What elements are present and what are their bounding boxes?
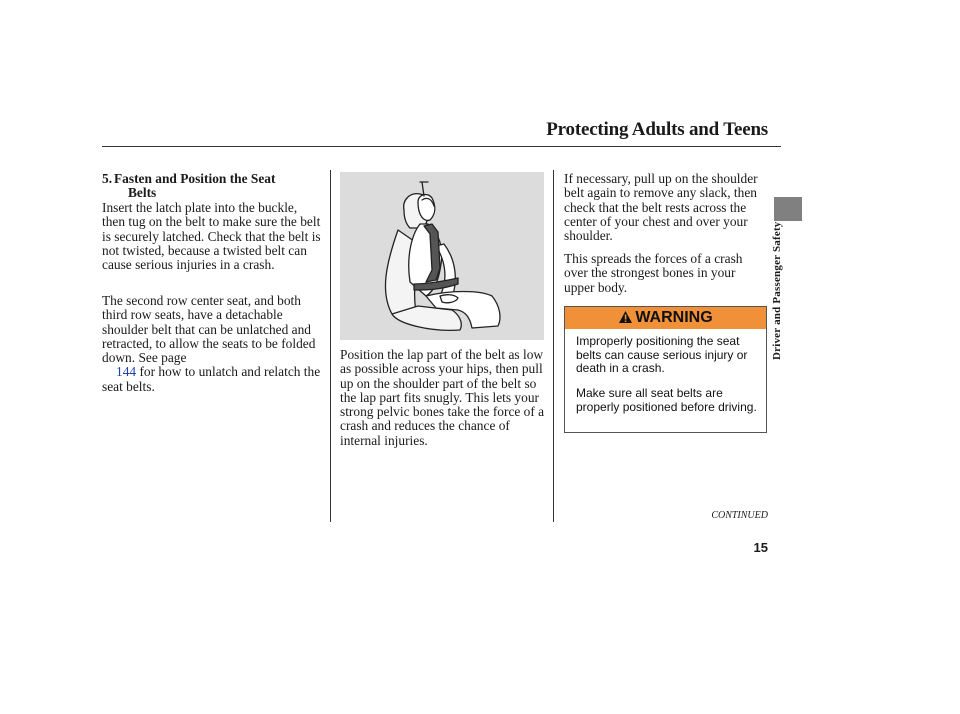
col3-paragraph2: This spreads the forces of a crash over the strongest bones in your upper body. — [564, 251, 743, 295]
warning-header — [565, 307, 766, 329]
warning-text-2: Make sure all seat belts are properly positioned before driving. — [576, 386, 757, 414]
col2-paragraph1: Position the lap part of the belt as low as possible across your hips, then pull up on the shoulder part of the belt so the lap part fits snugly. This lets your strong pelvic bones take the force of a crash and reduces the chance of internal injuries. — [340, 347, 545, 448]
col1-paragraph2-tail: for how to unlatch and relatch the seat belts. — [102, 364, 321, 394]
page-title: Protecting Adults and Teens — [546, 119, 768, 140]
title-rule — [102, 146, 781, 147]
continued-label: CONTINUED — [711, 510, 768, 521]
section-heading — [102, 172, 322, 200]
col1-paragraph2-text: The second row center seat, and both third row seats, have a detachable shoulder belt that can be unlatched and retracted, to allow the seats to be folded down. See page — [102, 293, 316, 366]
warning-text-1: Improperly positioning the seat belts can cause serious injury or death in a crash. — [576, 334, 748, 375]
page-reference-link[interactable]: 144 — [116, 364, 137, 380]
section-title-line2: Belts — [128, 185, 157, 200]
col1-paragraph2 — [102, 294, 322, 394]
warning-box — [564, 306, 767, 433]
warning-triangle-icon — [618, 310, 633, 324]
side-tab-text: Driver and Passenger Safety — [771, 221, 783, 360]
col3-paragraph1: If necessary, pull up on the shoulder belt again to remove any slack, then check that the belt rests across the center of your chest and over your shoulder. — [564, 171, 758, 244]
column-divider-2 — [553, 170, 554, 522]
column-divider-1 — [330, 170, 331, 522]
col1-paragraph1: Insert the latch plate into the buckle, then tug on the belt to make sure the belt is securely latched. Check that the belt is not twisted, because a twisted belt can cause serious injuries in a crash. — [102, 200, 321, 273]
section-number: 5. — [102, 171, 113, 186]
section-title-line1: Fasten and Position the Seat — [114, 171, 276, 186]
warning-label: WARNING — [635, 309, 713, 326]
page-number: 15 — [753, 540, 768, 555]
side-tab-label — [768, 218, 792, 378]
seat-belt-illustration — [340, 172, 544, 340]
